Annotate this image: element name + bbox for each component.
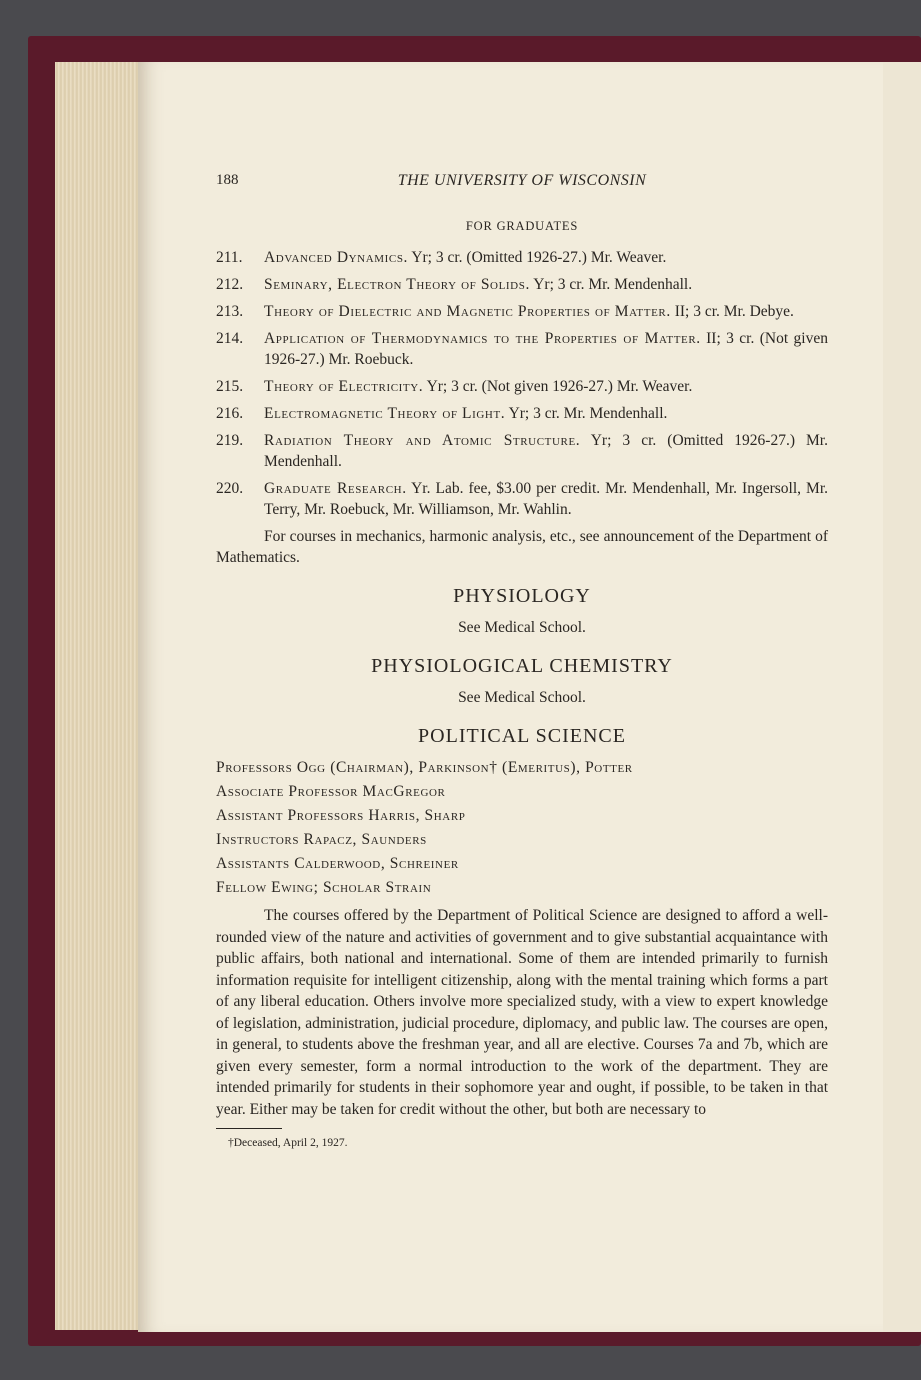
course-entry	[216, 328, 828, 370]
course-entry	[216, 376, 828, 397]
course-details: Yr; 3 cr. (Not given 1926-27.) Mr. Weaver.	[423, 378, 693, 395]
subheading: FOR GRADUATES	[465, 219, 579, 233]
course-number: 219.	[216, 432, 244, 449]
running-title: THE UNIVERSITY OF WISCONSIN	[397, 172, 647, 189]
footnote-rule	[216, 1128, 282, 1129]
section-title-physiological-chemistry: PHYSIOLOGICAL CHEMISTRY	[371, 655, 673, 677]
section-title-physiology: PHYSIOLOGY	[453, 585, 591, 607]
page-number: 188	[216, 172, 239, 188]
staff-line: Assistants Calderwood, Schreiner	[216, 855, 459, 872]
course-title: Graduate Research.	[264, 480, 407, 497]
mathematics-note: For courses in mechanics, harmonic analysis, etc., see announcement of the Department of Mathematics.	[216, 528, 828, 566]
section-title-political-science: POLITICAL SCIENCE	[418, 725, 626, 747]
course-title: Theory of Electricity.	[264, 378, 424, 395]
course-number: 211.	[216, 249, 243, 266]
page-content	[216, 170, 828, 1154]
course-title: Theory of Dielectric and Magnetic Properties of Matter.	[264, 303, 671, 320]
course-entry	[216, 301, 828, 322]
course-title: Advanced Dynamics.	[264, 249, 409, 266]
course-title: Radiation Theory and Atomic Structure.	[264, 432, 581, 449]
course-details: II; 3 cr. (Not given 1926-27.) Mr. Roebuck.	[264, 330, 828, 368]
course-details: Yr. Lab. fee, $3.00 per credit. Mr. Mendenhall, Mr. Ingersoll, Mr. Terry, Mr. Roebuck, Mr. Williamson, Mr. Wahlin.	[264, 480, 828, 518]
page-header	[216, 170, 828, 196]
course-number: 213.	[216, 303, 244, 320]
course-number: 216.	[216, 405, 244, 422]
page-edges	[55, 62, 145, 1330]
see-reference: See Medical School.	[458, 689, 586, 706]
staff-line: Associate Professor MacGregor	[216, 783, 446, 800]
course-title: Electromagnetic Theory of Light.	[264, 405, 506, 422]
staff-line: Fellow Ewing; Scholar Strain	[216, 879, 432, 896]
facing-page-edge	[883, 62, 921, 1332]
department-description: The courses offered by the Department of Political Science are designed to afford a well-rounded view of the nature and activities of government and to give substantial acquaintance with public affairs, both national and international. Some of them are intended primarily to furnish information requisite for intelligent citizenship, along with the mental training which forms a part of any liberal education. Others involve more specialized study, with a view to expert knowledge of legislation, administration, judicial procedure, diplomacy, and public law. The courses are open, in general, to students above the freshman year, and all are elective. Courses 7a and 7b, which are given every semester, form a normal introduction to the work of the department. They are intended primarily for students in their sophomore year and ought, if possible, to be taken in that year. Either may be taken for credit without the other, but both are necessary to	[216, 907, 828, 1118]
course-details: Yr; 3 cr. (Omitted 1926-27.) Mr. Mendenhall.	[264, 432, 828, 470]
course-details: Yr; 3 cr. Mr. Mendenhall.	[529, 276, 693, 293]
course-entry	[216, 247, 828, 268]
course-number: 215.	[216, 378, 244, 395]
course-entry	[216, 403, 828, 424]
course-title: Seminary, Electron Theory of Solids.	[264, 276, 530, 293]
staff-line: Instructors Rapacz, Saunders	[216, 831, 427, 848]
course-entry	[216, 430, 828, 472]
staff-line: Assistant Professors Harris, Sharp	[216, 807, 466, 824]
course-title: Application of Thermodynamics to the Properties of Matter.	[264, 330, 701, 347]
course-details: Yr; 3 cr. Mr. Mendenhall.	[505, 405, 668, 422]
course-number: 212.	[216, 276, 244, 293]
see-reference: See Medical School.	[458, 619, 586, 636]
course-details: II; 3 cr. Mr. Debye.	[670, 303, 794, 320]
course-number: 214.	[216, 330, 244, 347]
course-details: Yr; 3 cr. (Omitted 1926-27.) Mr. Weaver.	[408, 249, 667, 266]
staff-line: Professors Ogg (Chairman), Parkinson† (Emeritus), Potter	[216, 759, 633, 776]
footnote: †Deceased, April 2, 1927.	[228, 1137, 348, 1149]
course-entry	[216, 478, 828, 520]
course-number: 220.	[216, 480, 244, 497]
course-entry	[216, 274, 828, 295]
